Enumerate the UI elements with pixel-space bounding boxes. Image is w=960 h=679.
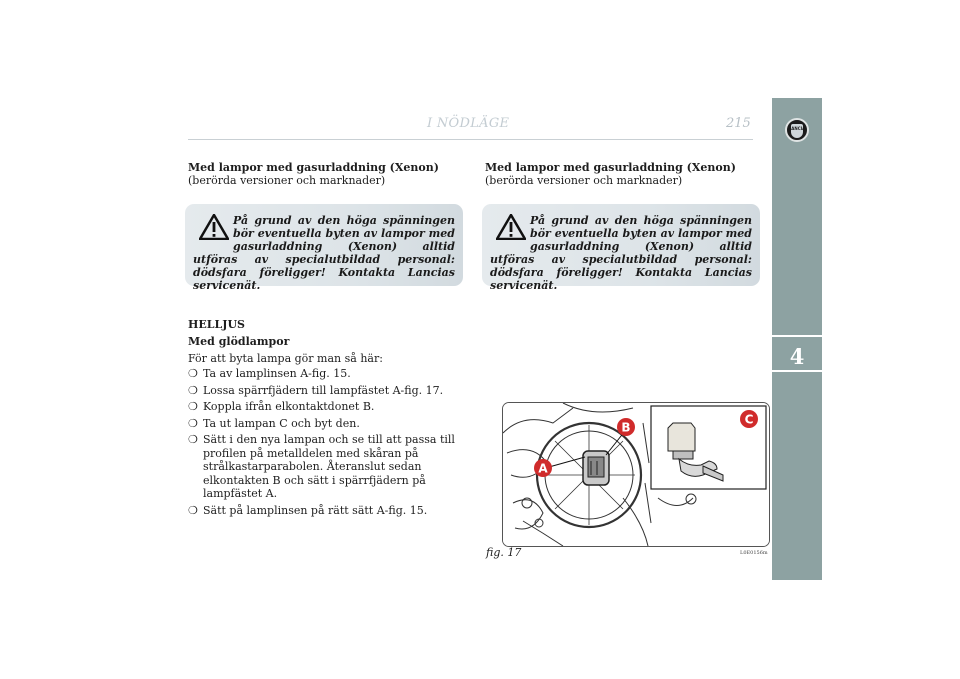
left-warning-box — [185, 204, 463, 292]
bullet-icon: ❍ — [188, 383, 198, 397]
list-item: ❍ Sätt på lamplinsen på rätt sätt A-fig. 15. — [188, 503, 428, 517]
figure-code: L0E0156m — [740, 550, 768, 556]
tab-divider-bottom — [772, 370, 822, 372]
tab-divider-top — [772, 335, 822, 337]
label-b: B — [621, 420, 631, 435]
right-section-title: Med lampor med gasurladdning (Xenon) — [485, 161, 736, 174]
figure-caption: fig. 17 — [486, 546, 522, 559]
list-item: ❍ Koppla ifrån elkontaktdonet B. — [188, 400, 375, 413]
label-c: C — [744, 412, 754, 427]
right-warning-box — [482, 204, 760, 292]
bullet-icon: ❍ — [188, 433, 198, 446]
page-number: 215 — [726, 116, 751, 131]
bullet-icon: ❍ — [188, 503, 198, 517]
right-warning-text: På grund av den höga spänningen bör eventuella byten av lampor med gasurladdning (Xenon) alltid utföras av specialutbildad personal: dödsfara föreligger! Kontakta Lancias servicenät. — [490, 214, 752, 292]
label-a: A — [538, 461, 548, 476]
bullet-icon: ❍ — [188, 400, 198, 413]
list-item: ❍ Ta av lamplinsen A-fig. 15. — [188, 367, 351, 380]
intro-text: För att byta lampa gör man så här: — [188, 352, 383, 365]
headlamp-figure — [502, 402, 770, 547]
logo-text: LANCIA — [788, 126, 806, 131]
header-divider — [188, 139, 753, 140]
section-subheading: Med glödlampor — [188, 335, 290, 348]
chapter-side-tab — [772, 98, 822, 580]
right-section-subtitle: (berörda versioner och marknader) — [485, 174, 683, 187]
left-section-header — [188, 161, 468, 187]
bullet-icon: ❍ — [188, 416, 198, 430]
left-warning-text: På grund av den höga spänningen bör eventuella byten av lampor med gasurladdning (Xenon) alltid utföras av specialutbildad personal: dödsfara föreligger! Kontakta Lancias servicenät. — [193, 214, 455, 292]
headlamp-illustration — [503, 403, 769, 546]
list-item: ❍ Ta ut lampan C och byt den. — [188, 416, 360, 430]
section-heading: HELLJUS — [188, 318, 245, 331]
right-section-header — [485, 161, 765, 187]
lancia-logo-icon — [785, 118, 809, 142]
bulb-inset — [651, 406, 766, 489]
list-item: ❍ Sätt i den nya lampan och se till att passa till profilen på metalldelen med skåran på strålkastarparabolen. Återanslut sedan elkontakten B och sätt i spärrfjädern på lampfästet A. — [188, 433, 455, 500]
steps-list — [188, 367, 465, 520]
left-section-subtitle: (berörda versioner och marknader) — [188, 174, 386, 187]
bullet-icon: ❍ — [188, 367, 198, 380]
list-item: ❍ Lossa spärrfjädern till lampfästet A-fig. 17. — [188, 383, 444, 397]
bulb-connector — [583, 451, 609, 485]
chapter-header-title: I NÖDLÄGE — [427, 116, 510, 131]
left-section-title: Med lampor med gasurladdning (Xenon) — [188, 161, 439, 174]
chapter-number: 4 — [789, 344, 805, 369]
